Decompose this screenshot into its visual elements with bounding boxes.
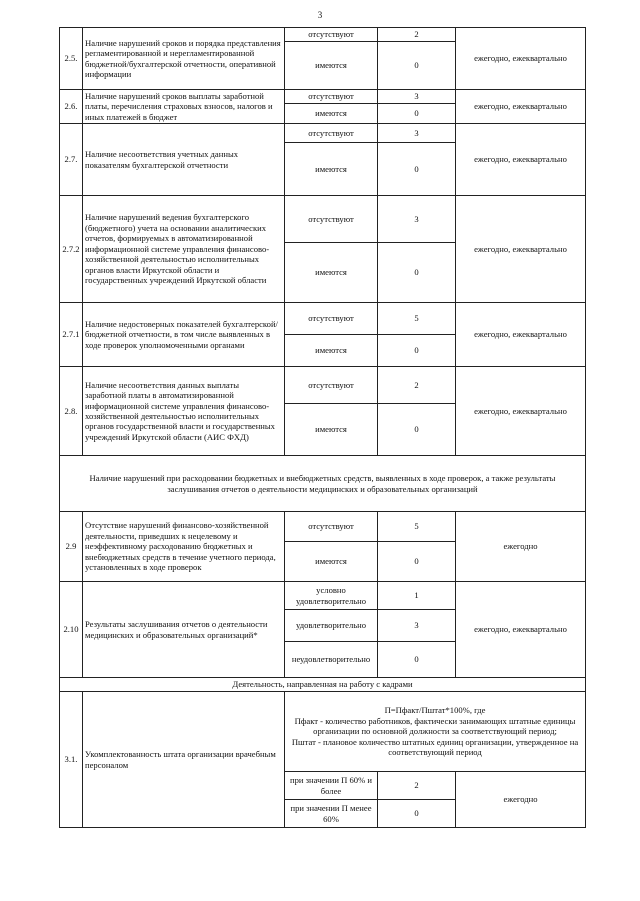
criterion-label: отсутствуют <box>285 28 378 42</box>
section-header: Наличие нарушений при расходовании бюджетных и внебюджетных средств, выявленных в ходе проверок, а также результаты заслушивания отчетов о деятельности медицинских и образовательных организаций <box>60 456 586 512</box>
criterion-label: имеются <box>285 243 378 303</box>
criterion-score: 0 <box>378 642 456 678</box>
row-description: Наличие нарушений ведения бухгалтерского (бюджетного) учета на основании аналитических отчетов, формируемых в автоматизированной информационной системе управления финансово-хозяйственной деятельностью исполнительных органов власти Иркутской области и государственных учреждений Иркутской области <box>83 196 285 303</box>
formula-cell <box>285 692 586 772</box>
row-description: Наличие нарушений сроков выплаты заработной платы, перечисления страховых взносов, налогов и иных платежей в бюджет <box>83 90 285 124</box>
table-row <box>60 512 586 542</box>
criterion-score: 2 <box>378 772 456 800</box>
criterion-label: имеются <box>285 104 378 124</box>
criterion-label: условно удовлетворительно <box>285 582 378 610</box>
criterion-score: 0 <box>378 104 456 124</box>
criterion-label: имеются <box>285 42 378 90</box>
table-row <box>60 582 586 610</box>
row-description: Отсутствие нарушений финансово-хозяйственной деятельности, приведших к нецелевому и неэффективному расходованию бюджетных и внебюджетных средств в течение учетного периода, установленных в ходе проверок <box>83 512 285 582</box>
criterion-score: 5 <box>378 303 456 335</box>
criteria-table <box>59 27 586 828</box>
reporting-period: ежегодно, ежеквартально <box>456 367 586 456</box>
table-row <box>60 124 586 143</box>
criterion-score: 0 <box>378 404 456 456</box>
table-row <box>60 90 586 104</box>
row-number: 2.7.2 <box>60 196 83 303</box>
row-description: Наличие недостоверных показателей бухгалтерской/бюджетной отчетности, в том числе выявленных в ходе проверок уполномоченными органами <box>83 303 285 367</box>
row-number: 2.8. <box>60 367 83 456</box>
criterion-score: 3 <box>378 124 456 143</box>
table-row <box>60 196 586 243</box>
row-number: 2.9 <box>60 512 83 582</box>
criterion-label: имеются <box>285 335 378 367</box>
criterion-label: отсутствуют <box>285 512 378 542</box>
formula-line: Пштат - плановое количество штатных единиц организации, утвержденное на соответствующий период <box>291 736 579 758</box>
reporting-period: ежегодно <box>456 772 586 828</box>
criterion-score: 5 <box>378 512 456 542</box>
row-number: 2.7.1 <box>60 303 83 367</box>
criterion-score: 0 <box>378 243 456 303</box>
row-number: 2.6. <box>60 90 83 124</box>
criterion-label: неудовлетворительно <box>285 642 378 678</box>
criterion-label: имеются <box>285 404 378 456</box>
section-header: Деятельность, направленная на работу с кадрами <box>60 678 586 692</box>
criterion-score: 3 <box>378 90 456 104</box>
table-row <box>60 367 586 404</box>
row-description: Наличие несоответствия данных выплаты заработной платы в автоматизированной информационной системе управления финансово-хозяйственной деятельностью исполнительных органов государственной власти и государственных учреждений Иркутской области (АИС ФХД) <box>83 367 285 456</box>
criterion-label: отсутствуют <box>285 196 378 243</box>
formula-line: Пфакт - количество работников, фактически занимающих штатные единицы организации по основной должности за соответствующий период; <box>294 715 576 737</box>
section-header-row <box>60 678 586 692</box>
criterion-score: 3 <box>378 196 456 243</box>
criterion-label: при значении П менее 60% <box>285 800 378 828</box>
row-number: 2.7. <box>60 124 83 196</box>
reporting-period: ежегодно <box>456 512 586 582</box>
page-number: 3 <box>317 10 323 20</box>
reporting-period: ежегодно, ежеквартально <box>456 90 586 124</box>
reporting-period: ежегодно, ежеквартально <box>456 28 586 90</box>
row-description: Укомплектованность штата организации врачебным персоналом <box>83 692 285 828</box>
criterion-label: имеются <box>285 542 378 582</box>
reporting-period: ежегодно, ежеквартально <box>456 582 586 678</box>
row-number: 3.1. <box>60 692 83 828</box>
criterion-label: отсутствуют <box>285 303 378 335</box>
section-header-row <box>60 456 586 512</box>
criterion-score: 3 <box>378 610 456 642</box>
criterion-score: 2 <box>378 367 456 404</box>
reporting-period: ежегодно, ежеквартально <box>456 303 586 367</box>
table-row <box>60 28 586 42</box>
criterion-label: удовлетворительно <box>285 610 378 642</box>
criterion-label: отсутствуют <box>285 367 378 404</box>
criterion-label: имеются <box>285 143 378 196</box>
criterion-score: 1 <box>378 582 456 610</box>
row-description: Результаты заслушивания отчетов о деятельности медицинских и образовательных организаций* <box>83 582 285 678</box>
criterion-label: при значении П 60% и более <box>285 772 378 800</box>
criterion-score: 0 <box>378 800 456 828</box>
criterion-score: 2 <box>378 28 456 42</box>
row-description: Наличие несоответствия учетных данных показателям бухгалтерской отчетности <box>83 124 285 196</box>
row-number: 2.5. <box>60 28 83 90</box>
reporting-period: ежегодно, ежеквартально <box>456 196 586 303</box>
formula-line: П=Пфакт/Пштат*100%, где <box>384 705 486 716</box>
criterion-label: отсутствуют <box>285 124 378 143</box>
criterion-score: 0 <box>378 335 456 367</box>
row-description: Наличие нарушений сроков и порядка представления регламентированной и нерегламентированной бюджетной/бухгалтерской отчетности, оперативной информации <box>83 28 285 90</box>
criterion-score: 0 <box>378 42 456 90</box>
criterion-label: отсутствуют <box>285 90 378 104</box>
criterion-score: 0 <box>378 143 456 196</box>
criterion-score: 0 <box>378 542 456 582</box>
table-row <box>60 692 586 772</box>
reporting-period: ежегодно, ежеквартально <box>456 124 586 196</box>
row-number: 2.10 <box>60 582 83 678</box>
table-row <box>60 303 586 335</box>
